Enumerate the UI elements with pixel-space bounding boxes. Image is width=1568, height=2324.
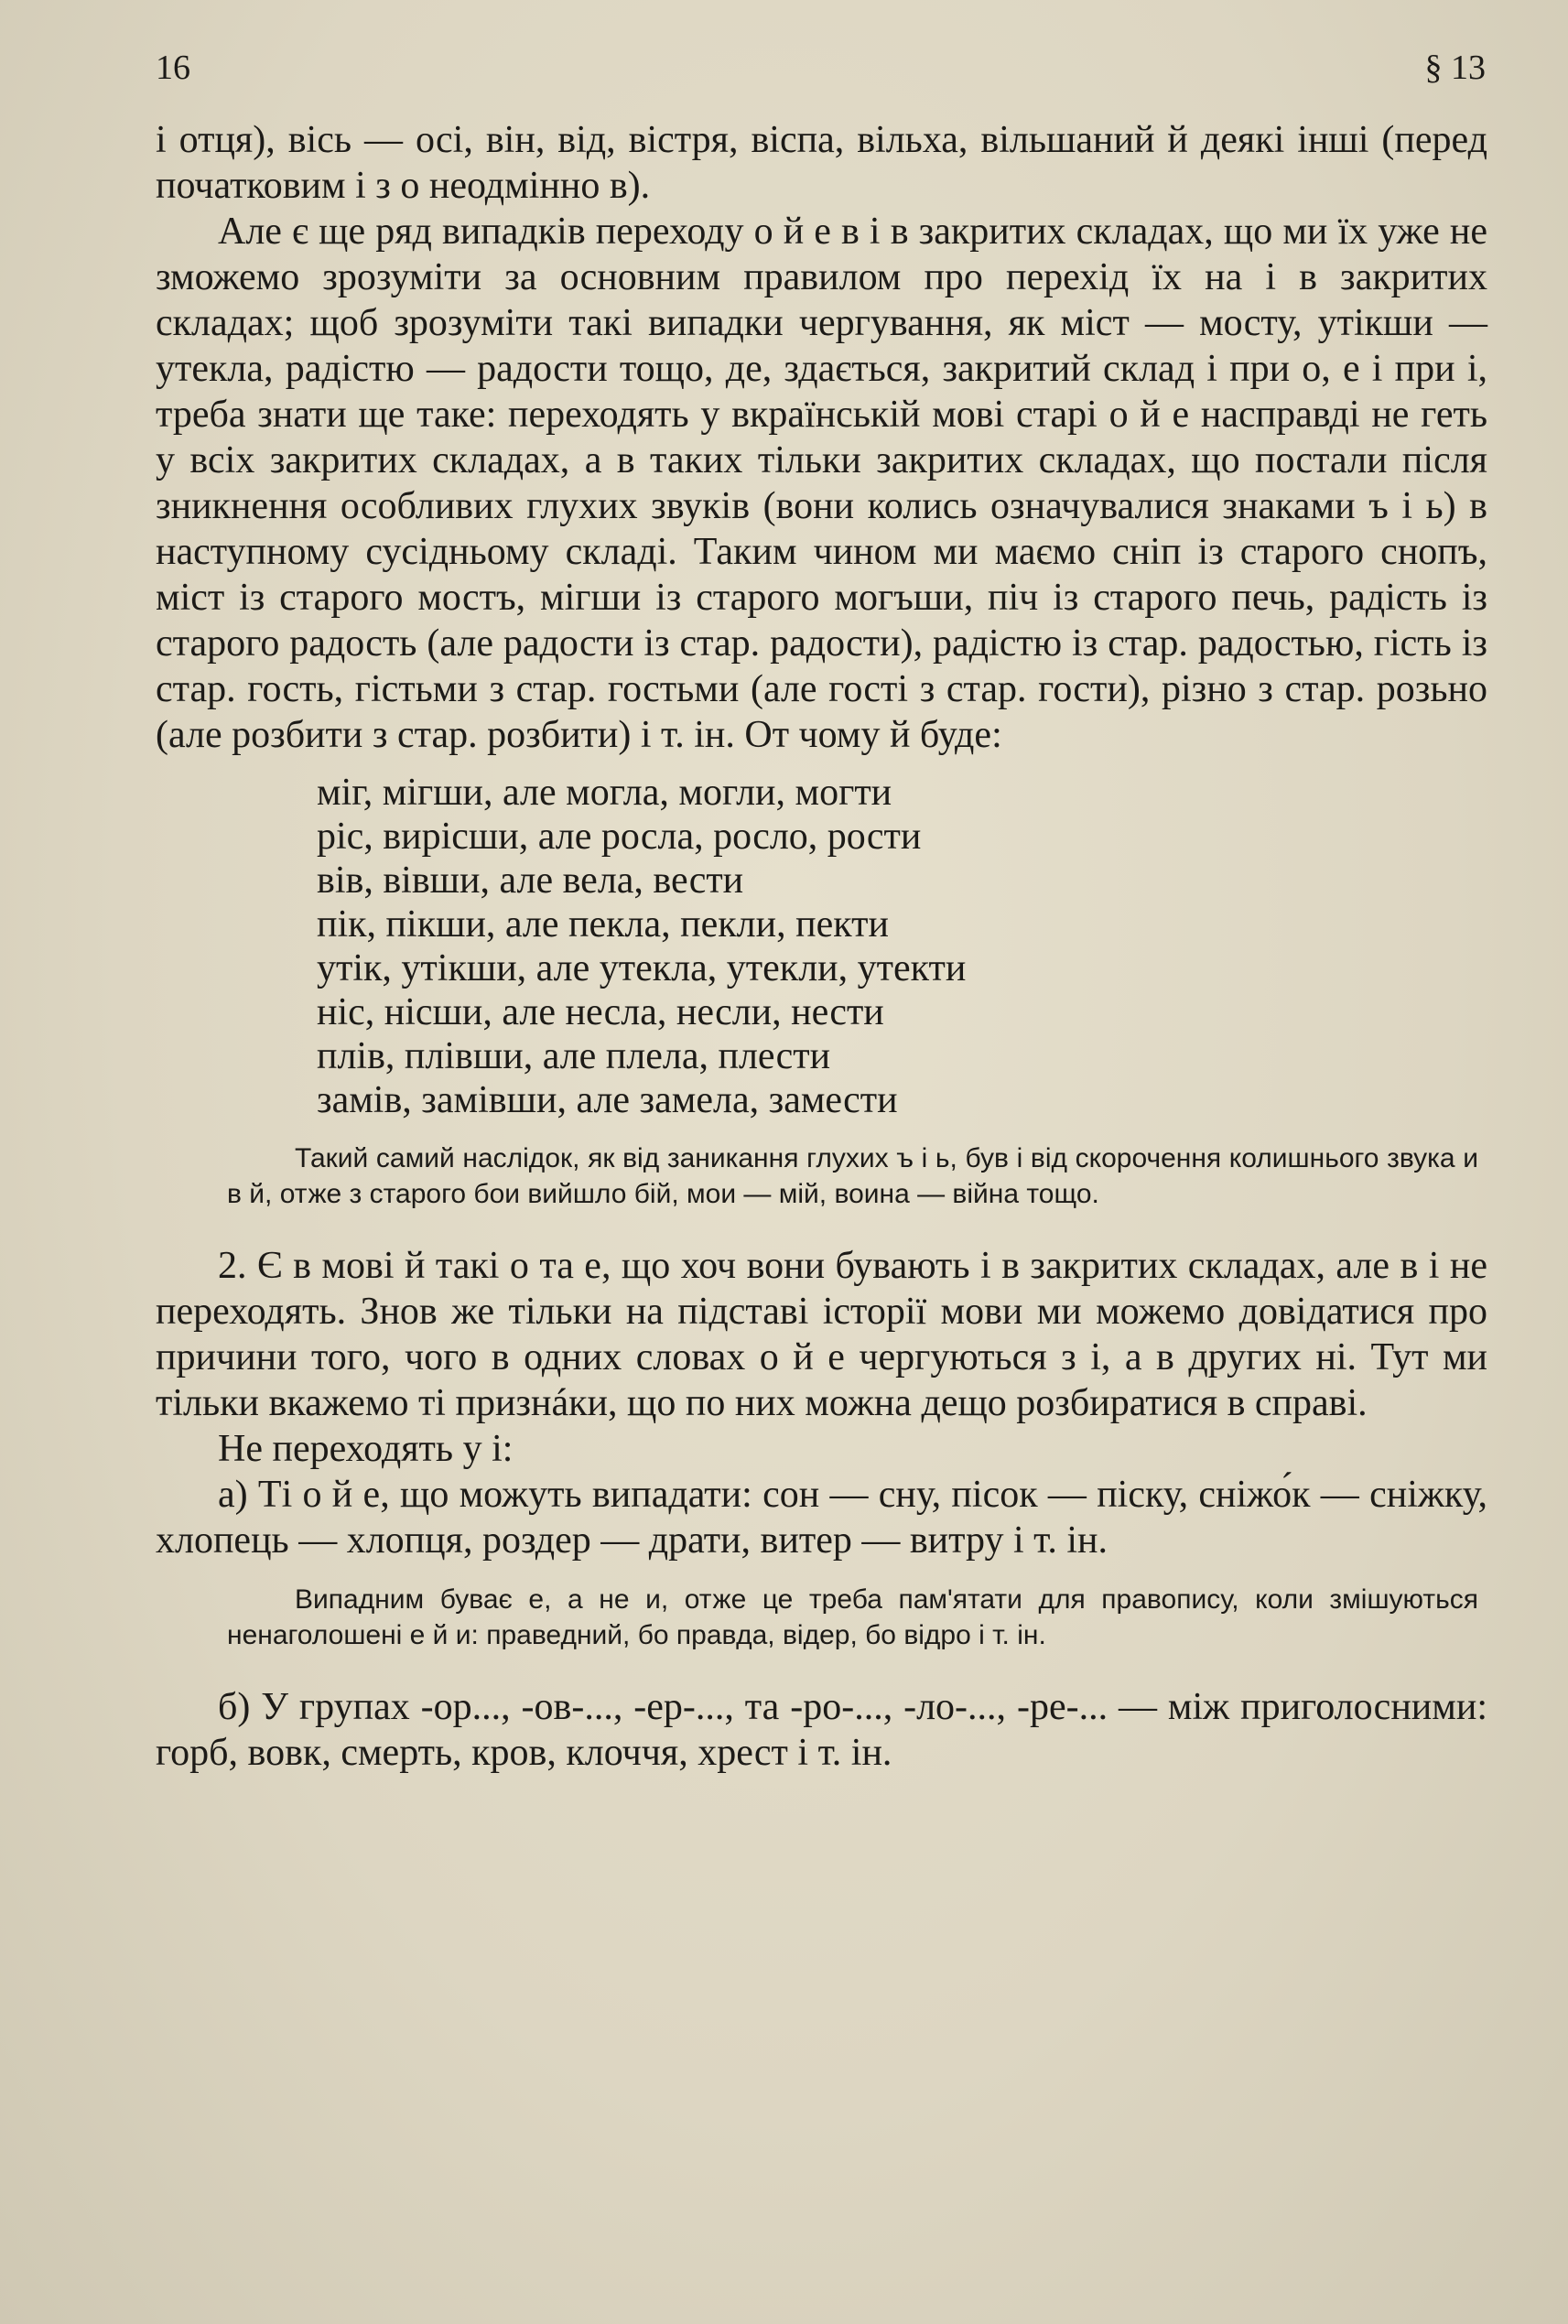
paragraph-1: і отця), вісь — осі, він, від, вістря, віспа, вільха, вільшаний й деякі інші (перед початковим і з о неодмінно в). — [156, 119, 1487, 207]
example-line: пік, пікши, але пекла, пекли, пекти — [317, 903, 889, 946]
example-line: міг, мігши, але могла, могли, могти — [317, 772, 892, 814]
page-number: 16 — [156, 49, 190, 87]
paragraph-4: Не переходять у і: — [218, 1428, 514, 1470]
running-header — [156, 48, 1487, 93]
paragraph-3: 2. Є в мові й такі о та е, що хоч вони бувають і в закритих складах, але в і не переходять. Знов же тільки на підставі історії мови ми можемо довідатися про причини того, чого в одних словах о й е чергуються з і, а в других ні. Тут ми тільки вкажемо ті признáки, що по них можна дещо розбиратися в справі. — [156, 1245, 1487, 1424]
example-line: утік, утікши, але утекла, утекли, утекти — [317, 947, 967, 989]
footnote-1 — [227, 1140, 1478, 1212]
paragraph-5: а) Ті о й е, що можуть випадати: сон — сну, пісок — піску, сніжо́к — сніжку, хлопець — хлопця, роздер — драти, витер — витру і т. ін. — [156, 1474, 1487, 1562]
paragraph-2: Але є ще ряд випадків переходу о й е в і в закритих складах, що ми їх уже не зможемо зрозуміти за основним правилом про перехід їх на і в закритих складах; щоб зрозуміти такі випадки чергування, як міст — мосту, утікши — утекла, радістю — радости тощо, де, здається, закритий склад і при о, е і при і, треба знати ще таке: переходять у вкраїнській мові старі о й е насправді не геть у всіх закритих складах, а в таких тільки закритих складах, що постали після зникнення особливих глухих звуків (вони колись означувалися знаками ъ і ь) в наступному сусідньому складі. Таким чином ми маємо сніп із старого снопъ, міст із старого мостъ, мігши із старого могъши, піч із старого печь, радість із старого радость (але радости із стар. радости), радістю із стар. радостью, гість із стар. гость, гістьми з стар. гостьми (але гості з стар. гости), різно з стар. розьно (але розбити з стар. розбити) і т. ін. От чому й буде: — [156, 211, 1487, 756]
example-list — [317, 771, 1487, 1122]
paragraph-6: б) У групах -ор..., -ов-..., -ер-..., та -ро-..., -ло-..., -ре-... — між приголосними: горб, вовк, смерть, кров, клоччя, хрест і т. ін. — [156, 1686, 1487, 1774]
footnote-1-text: Такий самий наслідок, як від заникання глухих ъ і ь, був і від скорочення колишнього звука и в й, отже з старого бои вийшло бій, мои — мій, воина — війна тощо. — [227, 1143, 1478, 1209]
example-line: плів, плівши, але плела, плести — [317, 1035, 831, 1077]
main-text — [156, 117, 1487, 1776]
example-line: ріс, вирісши, але росла, росло, рости — [317, 816, 922, 858]
example-line: ніс, нісши, але несла, несли, нести — [317, 991, 884, 1033]
footnote-2 — [227, 1582, 1478, 1653]
section-number: § 13 — [1424, 49, 1486, 87]
example-line: замів, замівши, але замела, замести — [317, 1079, 898, 1121]
footnote-2-text: Випадним буває е, а не и, отже це треба пам'ятати для правопису, коли змішуються ненаголошені е й и: праведний, бо правда, відер, бо відро і т. ін. — [227, 1584, 1478, 1650]
example-line: вів, вівши, але вела, вести — [317, 859, 744, 902]
